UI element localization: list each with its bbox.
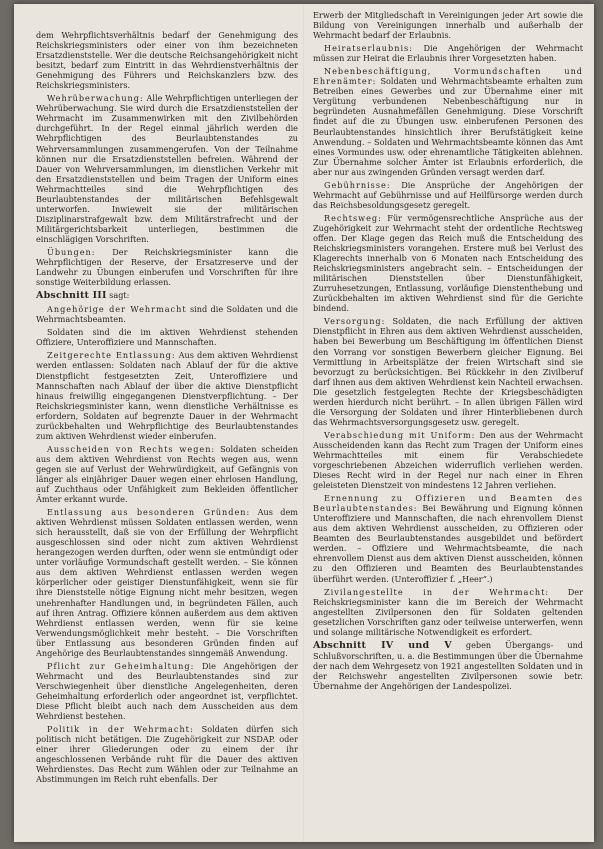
paragraph xyxy=(36,507,298,658)
paragraph xyxy=(313,587,583,637)
paragraph-text: Alle Wehrpflichtigen unterliegen der Wehrüberwachung. Sie wird durch die Ersatzdienststellen der Wehrmacht im Zusammenwirken mit den Zivilbehörden durchgeführt. In der Regel einmal jährlich werden die Wehrpflichtigen des Beurlaubtenstandes zu Wehrversammlungen zusammengerufen. Von der Teilnahme können nur die Ersatzdienststellen befreien. Während der Dauer von Wehrversammlungen, im dienstlichen Verkehr mit den Ersatzdienststellen und beim Tragen der Uniform eines Wehrmachtteiles sind die Wehrpflichtigen des Beurlaubtenstandes der militärischen Befehlsgewalt unterworfen. Inwieweit sie der militärischen Disziplinarstrafgewalt bzw. dem Militärstrafrecht und der Militärgerichtsbarkeit unterliegen, bestimmen die einschlägigen Vorschriften. xyxy=(36,93,298,244)
paragraph-lead: Verabschiedung mit Uniform: xyxy=(324,429,476,440)
column-gutter xyxy=(303,4,304,842)
paragraph xyxy=(36,247,298,287)
paragraph xyxy=(313,430,583,490)
paragraph-text: sind die Soldaten und die Wehrmachtsbeamten. xyxy=(36,304,298,325)
paragraph-text: Soldaten dürfen sich politisch nicht betätigen. Die Zugehörigkeit zur NSDAP. oder einer ihrer Gliederungen oder zu einem der ihr angeschlossenen Verbände ruht für die Dauer des aktiven Wehrdienstes. Das Recht zum Wählen oder zur Teilnahme an Abstimmungen im Reich ruht ebenfalls. Der xyxy=(36,724,299,785)
paragraph-lead: Pflicht zur Geheimhaltung: xyxy=(47,660,195,671)
paragraph-text: Die Angehörigen der Wehrmacht müssen zur Heirat die Erlaubnis ihrer Vorgesetzten haben. xyxy=(313,43,583,64)
paragraph xyxy=(36,304,298,324)
paragraph xyxy=(36,93,298,244)
right-column xyxy=(313,10,583,694)
paragraph-lead: Zivilangestellte in der Wehrmacht: xyxy=(324,586,550,597)
paragraph-text: Der Reichskriegsminister kann die Wehrpflichtigen der Reserve, der Ersatzreserve und der Landwehr zu Übungen einberufen und Vorschriften für ihre sonstige Weiterbildung erlassen. xyxy=(36,246,298,288)
document-page xyxy=(14,4,594,842)
paragraph xyxy=(36,661,298,721)
paragraph-lead: Entlassung aus besonderen Gründen: xyxy=(47,507,251,518)
left-column xyxy=(36,30,298,787)
paragraph-text: Für vermögensrechtliche Ansprüche aus der Zugehörigkeit zur Wehrmacht steht der ordentliche Rechtsweg offen. Der Klage gegen das Reich muß die Entscheidung des Reichskriegsministers vorangehen. Erstere muß bei Verlust des Klagerechts innerhalb von 6 Monaten nach Entscheidung des Reichskriegsministers angebracht sein. – Entscheidungen der militärischen Dienststellen über Dienstunfähigkeit, Zurruhesetzungen, Entlassung, vorläufige Dienstenthebung und Zurückbehalten im aktiven Wehrdienst sind für die Gerichte bindend. xyxy=(313,212,583,314)
paragraph xyxy=(36,290,298,301)
paragraph-text: Erwerb der Mitgliedschaft in Vereinigungen jeder Art sowie die Bildung von Vereinigungen innerhalb und außerhalb der Wehrmacht bedarf der Erlaubnis. xyxy=(313,10,583,41)
paragraph-lead: Versorgung: xyxy=(324,316,386,327)
paragraph xyxy=(313,43,583,63)
paragraph xyxy=(313,10,583,40)
paragraph-lead: Wehrüberwachung: xyxy=(47,93,144,104)
paragraph-lead: Ernennung zu Offizieren und Beamten des Beurlaubtenstandes: xyxy=(313,493,583,514)
paragraph-text: Soldaten, die nach Erfüllung der aktiven Dienstpflicht in Ehren aus dem aktiven Wehrdienst ausscheiden, haben bei Bewerbung um Beschäftigung im öffentlichen Dienst den Vorrang vor sonstigen Bewerbern gleicher Eignung. Bei Vermittlung in Arbeitsplätze der freien Wirtschaft sind sie bevorzugt zu berücksichtigen. Bei Rückkehr in den Zivilberuf darf ihnen aus dem aktiven Wehrdienst kein Nachteil erwachsen. Die gesetzlich festgelegten Rechte der Kriegsbeschädigten werden hierdurch nicht berührt. – In allen übrigen Fällen wird die Versorgung der Soldaten und ihrer Hinterbliebenen durch das Wehrmachtsversorgungsgesetz usw. geregelt. xyxy=(313,316,583,427)
paragraph-lead: Übungen: xyxy=(47,246,96,257)
paragraph xyxy=(36,30,298,90)
paragraph-text: Der Reichskriegsminister kann die im Bereich der Wehrmacht angestellten Zivilpersonen den für Soldaten geltenden gesetzlichen Vorschriften ganz oder teilweise unterwerfen, wenn und solange militärische Notwendigkeit es erfordert. xyxy=(313,586,583,637)
paragraph xyxy=(313,493,583,583)
paragraph xyxy=(313,66,583,177)
paragraph-text: Soldaten und Wehrmachtsbeamte erhalten zum Betreiben eines Gewerbes und zur Übernahme einer mit Vergütung verbundenen Nebenbeschäftigung nur in begründeten Ausnahmefällen Genehmigung. Diese Vorschrift findet auf die zu Übungen usw. einberufenen Personen des Beurlaubtenstandes hinsichtlich ihrer Berufstätigkeit keine Anwendung. – Soldaten und Wehrmachtsbeamte können das Amt eines Vormundes usw. oder ehrenamtliche Tätigkeiten ablehnen. Zur Übernahme solcher Ämter ist Erlaubnis erforderlich, die aber nur aus zwingenden Gründen versagt werden darf. xyxy=(313,76,583,177)
paragraph-text: Aus dem aktiven Wehrdienst müssen Soldaten entlassen werden, wenn sich herausstellt, daß sie von der Erfüllung der Wehrpflicht ausgeschlossen sind oder nicht zum aktiven Wehrdienst herangezogen werden durften, oder wenn sie entmündigt oder unter vorläufige Vormundschaft gestellt werden. – Sie können aus dem aktiven Wehrdienst entlassen werden wegen körperlicher oder geistiger Dienstunfähigkeit, wenn sie für ihre Dienststelle nötige Eignung nicht mehr besitzen, wegen unehrenhafter Handlungen und, in begründeten Fällen, auch auf ihren Antrag. Offiziere können außerdem aus dem aktiven Wehrdienst entlassen werden, wenn für sie keine Verwendungsmöglichkeit mehr besteht. – Die Vorschriften über Entlassung aus besonderen Gründen finden auf Angehörige des Beurlaubtenstandes sinngemäß Anwendung. xyxy=(36,507,298,658)
paragraph-lead: Nebenbeschäftigung, Vormundschaften und Ehrenämter: xyxy=(313,66,583,87)
paragraph-text: Die Angehörigen der Wehrmacht und des Beurlaubtenstandes sind zur Verschwiegenheit über dienstliche Angelegenheiten, deren Geheimhaltung erforderlich oder angeordnet ist, verpflichtet. Diese Pflicht bleibt auch nach dem Ausscheiden aus dem Wehrdienst bestehen. xyxy=(36,660,298,722)
paragraph-lead: Politik in der Wehrmacht: xyxy=(47,724,194,735)
paragraph-text: Den aus der Wehrmacht Ausscheidenden kann das Recht zum Tragen der Uniform eines Wehrmachtteiles mit einem für Verabschiedete vorgeschriebenen Abzeichen widerruflich verliehen werden. Dieses Recht wird in der Regel nur nach einer in Ehren geleisteten Dienstzeit von mindestens 12 Jahren verliehen. xyxy=(313,429,583,491)
paragraph xyxy=(313,180,583,210)
paragraph-lead: Angehörige der Wehrmacht xyxy=(47,304,187,315)
paragraph xyxy=(313,213,583,313)
paragraph-text: Aus dem aktiven Wehrdienst werden entlassen: Soldaten nach Ablauf der für die aktive Dienstpflicht festgesetzten Zeit, Unteroffiziere und Mannschaften nach Ablauf der über die aktive Dienstpflicht hinaus freiwillig eingegangenen Dienstverpflichtung. – Der Reichskriegsminister kann, wenn dienstliche Verhältnisse es erfordern, Soldaten auf begrenzte Dauer in der Wehrmacht zurückbehalten und Wehrpflichtige des Beurlaubtenstandes zum aktiven Wehrdienst wieder einberufen. xyxy=(36,350,299,441)
paragraph xyxy=(313,316,583,427)
paragraph xyxy=(36,724,298,784)
paragraph xyxy=(36,327,298,347)
section-heading: Abschnitt III xyxy=(36,290,107,302)
paragraph-text: Die Ansprüche der Angehörigen der Wehrmacht auf Gebührnisse und auf Heilfürsorge werden durch das Reichsbesoldungsgesetz geregelt. xyxy=(313,179,583,210)
section-heading: Abschnitt IV und V xyxy=(313,639,452,651)
paragraph-text: Soldaten sind die im aktiven Wehrdienst stehenden Offiziere, Unteroffiziere und Mannschaften. xyxy=(36,327,298,348)
paragraph-text: Bei Bewährung und Eignung können Unteroffiziere und Mannschaften, die nach ehrenvollem Dienst aus dem aktiven Wehrdienst ausscheiden, zu Offizieren oder Beamten des Beurlaubtenstandes ausgebildet und befördert werden. – Offiziere und Wehrmachtsbeamte, die nach ehrenvollem Dienst aus dem aktiven Dienst ausscheiden, können zu den Offizieren und Beamten des Beurlaubtenstandes überführt werden. (Unteroffizier f. „Heer“.) xyxy=(313,503,583,584)
paragraph-text: Soldaten scheiden aus dem aktiven Wehrdienst von Rechts wegen aus, wenn gegen sie auf Verlust der Wehrwürdigkeit, auf Gefängnis von länger als einjähriger Dauer wegen einer ehrlosen Handlung, auf Zuchthaus oder Unfähigkeit zum Bekleiden öffentlicher Ämter erkannt wurde. xyxy=(36,443,298,505)
paragraph-lead: Rechtsweg: xyxy=(324,212,382,223)
paragraph-lead: Heiratserlaubnis: xyxy=(324,43,413,54)
paragraph-lead: Gebührnisse: xyxy=(324,179,391,190)
paragraph-lead: Zeitgerechte Entlassung: xyxy=(47,350,176,361)
paragraph xyxy=(36,444,298,504)
paragraph xyxy=(313,640,583,691)
paragraph-text: dem Wehrpflichtsverhältnis bedarf der Genehmigung des Reichskriegsministers oder einer von ihm bezeichneten Ersatzdienststelle. Wer die deutsche Reichsangehörigkeit nicht besitzt, bedarf zum Eintritt in das Wehrdienstverhältnis der Genehmigung des Führers und Reichskanzlers bzw. des Reichskriegsministers. xyxy=(36,30,298,91)
paragraph xyxy=(36,350,298,440)
paragraph-lead: Ausscheiden von Rechts wegen: xyxy=(47,443,216,454)
paragraph-text: sagt: xyxy=(106,290,130,301)
paragraph-text: geben Übergangs- und Schlußvorschriften, u. a. die Bestimmungen über die Übernahme der nach dem Wehrgesetz von 1921 angestellten Soldaten und in der Reichswehr angestellten Zivilpersonen sowie betr. Übernahme der Angehörigen der Landespolizei. xyxy=(313,639,583,691)
